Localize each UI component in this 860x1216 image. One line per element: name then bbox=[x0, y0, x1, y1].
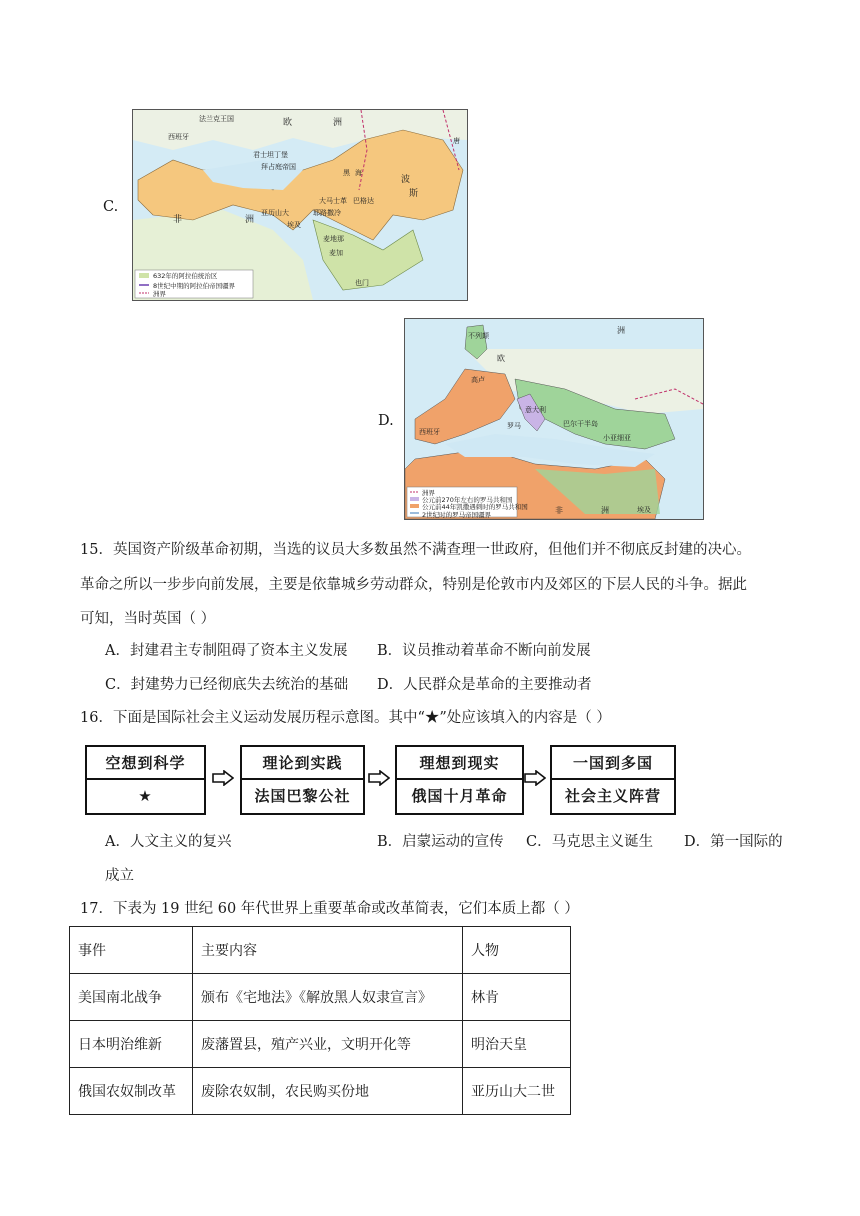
arab-empire-map bbox=[132, 109, 468, 301]
table-row bbox=[70, 1068, 571, 1115]
table-cell-content: 废除农奴制，农民购买份地 bbox=[193, 1068, 463, 1115]
flow-box-2-top: 理论到实践 bbox=[242, 747, 363, 780]
map-label-italy: 意大利 bbox=[525, 406, 546, 414]
arrow-right-icon bbox=[212, 770, 234, 786]
q16-option-d[interactable]: D．第一国际的 bbox=[684, 834, 783, 850]
option-d-label: D. bbox=[378, 413, 394, 429]
map-label-black-1: 黑 bbox=[343, 169, 350, 177]
legend-continent-border: 洲界 bbox=[153, 290, 166, 298]
flow-box-1-top: 空想到科学 bbox=[87, 747, 204, 780]
q16-option-a[interactable]: A．人文主义的复兴 bbox=[105, 834, 232, 850]
map-label-africa-1: 非 bbox=[555, 506, 563, 515]
q15-option-d[interactable]: D．人民群众是革命的主要推动者 bbox=[377, 677, 592, 693]
legend-arab-8th-century: 8世纪中期的阿拉伯帝国疆界 bbox=[153, 282, 236, 290]
map-label-frankish: 法兰克王国 bbox=[199, 115, 234, 123]
table-cell-content: 颁布《宅地法》《解放黑人奴隶宣言》 bbox=[193, 974, 463, 1021]
map-label-britain: 不列颠 bbox=[468, 332, 489, 340]
flow-box-one-to-many bbox=[550, 745, 676, 815]
q16-stem: 16．下面是国际社会主义运动发展历程示意图。其中“★”处应该填入的内容是（ ） bbox=[80, 710, 611, 726]
map-label-asia-minor: 小亚细亚 bbox=[603, 434, 631, 442]
flow-box-theory-to-practice bbox=[240, 745, 365, 815]
table-row bbox=[70, 974, 571, 1021]
legend-continent-border: 洲界 bbox=[422, 489, 435, 497]
q16-option-c[interactable]: C．马克思主义诞生 bbox=[526, 834, 654, 850]
q15-option-a[interactable]: A．封建君主专制阻碍了资本主义发展 bbox=[105, 643, 348, 659]
flow-box-4-bottom: 社会主义阵营 bbox=[564, 787, 661, 805]
q17-stem: 17．下表为 19 世纪 60 年代世界上重要革命或改革简表，它们本质上都（ ） bbox=[80, 901, 579, 917]
map-label-yemen: 也门 bbox=[355, 279, 369, 287]
reforms-table bbox=[69, 926, 571, 1115]
map-label-europe-2: 洲 bbox=[333, 118, 343, 128]
flow-box-4-top: 一国到多国 bbox=[552, 747, 674, 780]
arrow-right-icon bbox=[524, 770, 546, 786]
option-c-label: C. bbox=[103, 199, 119, 215]
map-label-jerusalem: 耶路撒冷 bbox=[313, 209, 341, 217]
q15-option-b[interactable]: B．议员推动着革命不断向前发展 bbox=[377, 643, 591, 659]
legend-arab-632: 632年的阿拉伯统治区 bbox=[153, 272, 218, 280]
q15-option-c[interactable]: C．封建势力已经彻底失去统治的基础 bbox=[105, 677, 349, 693]
flow-box-ideal-to-reality bbox=[395, 745, 524, 815]
map-label-europe-1: 欧 bbox=[497, 354, 505, 363]
map-label-byzantine: 拜占庭帝国 bbox=[261, 163, 296, 171]
legend-rome-44bc: 公元前44年凯撒遇刺时的罗马共和国 bbox=[422, 503, 528, 511]
flow-box-2-bottom: 法国巴黎公社 bbox=[254, 787, 351, 805]
table-header-row bbox=[70, 927, 571, 974]
map-label-mecca: 麦加 bbox=[329, 249, 343, 257]
table-row bbox=[70, 1021, 571, 1068]
table-cell-person: 亚历山大二世 bbox=[463, 1068, 571, 1115]
map-label-constantinople: 君士坦丁堡 bbox=[253, 151, 288, 159]
map-label-persia-2: 斯 bbox=[409, 189, 419, 199]
map-label-medina: 麦地那 bbox=[323, 235, 344, 243]
map-label-baghdad: 巴格达 bbox=[353, 197, 374, 205]
map-label-africa-2: 洲 bbox=[245, 215, 255, 225]
map-label-egypt: 埃及 bbox=[287, 221, 301, 229]
table-cell-person: 林肯 bbox=[463, 974, 571, 1021]
q15-stem-line1: 15．英国资产阶级革命初期，当选的议员大多数虽然不满查理一世政府，但他们并不彻底反封建的决心。 bbox=[80, 542, 751, 558]
q16-option-b[interactable]: B．启蒙运动的宣传 bbox=[377, 834, 504, 850]
map-label-africa-1: 非 bbox=[173, 215, 183, 225]
map-label-europe-1: 欧 bbox=[283, 118, 293, 128]
table-cell-event: 日本明治维新 bbox=[70, 1021, 193, 1068]
arrow-right-icon bbox=[368, 770, 390, 786]
legend-rome-2nd-century: 2世纪时的罗马帝国疆界 bbox=[422, 511, 492, 519]
table-header-content: 主要内容 bbox=[193, 927, 463, 974]
table-cell-event: 俄国农奴制改革 bbox=[70, 1068, 193, 1115]
flow-box-3-top: 理想到现实 bbox=[397, 747, 522, 780]
map-label-damascus: 大马士革 bbox=[319, 197, 347, 205]
q16-option-d-continued: 成立 bbox=[105, 868, 134, 884]
flow-box-utopia-to-science bbox=[85, 745, 206, 815]
map-label-spain: 西班牙 bbox=[419, 428, 440, 436]
map-label-europe-2: 洲 bbox=[617, 326, 625, 335]
legend-rome-270bc: 公元前270年左右的罗马共和国 bbox=[422, 496, 513, 504]
table-cell-event: 美国南北战争 bbox=[70, 974, 193, 1021]
map-label-persia-1: 波 bbox=[401, 175, 411, 185]
map-label-balkans: 巴尔干半岛 bbox=[563, 420, 598, 428]
map-label-egypt: 埃及 bbox=[637, 506, 651, 514]
roman-empire-map bbox=[404, 318, 704, 520]
table-header-person: 人物 bbox=[463, 927, 571, 974]
map-label-rome: 罗马 bbox=[507, 422, 521, 430]
flow-box-3-bottom: 俄国十月革命 bbox=[411, 787, 508, 805]
map-label-africa-2: 洲 bbox=[601, 506, 609, 515]
flow-box-1-bottom: ★ bbox=[138, 786, 153, 805]
map-label-black-2: 海 bbox=[355, 169, 362, 177]
table-header-event: 事件 bbox=[70, 927, 193, 974]
q15-stem-line2: 革命之所以一步步向前发展，主要是依靠城乡劳动群众，特别是伦敦市内及郊区的下层人民的斗争。据此 bbox=[80, 577, 747, 593]
map-label-alexandria: 亚历山大 bbox=[261, 209, 289, 217]
table-cell-content: 废藩置县，殖产兴业，文明开化等 bbox=[193, 1021, 463, 1068]
q15-stem-line3: 可知，当时英国（ ） bbox=[80, 611, 216, 627]
table-cell-person: 明治天皇 bbox=[463, 1021, 571, 1068]
map-label-gaul: 高卢 bbox=[471, 376, 485, 384]
map-label-tang: 唐 bbox=[453, 137, 460, 145]
map-label-spain: 西班牙 bbox=[168, 133, 189, 141]
